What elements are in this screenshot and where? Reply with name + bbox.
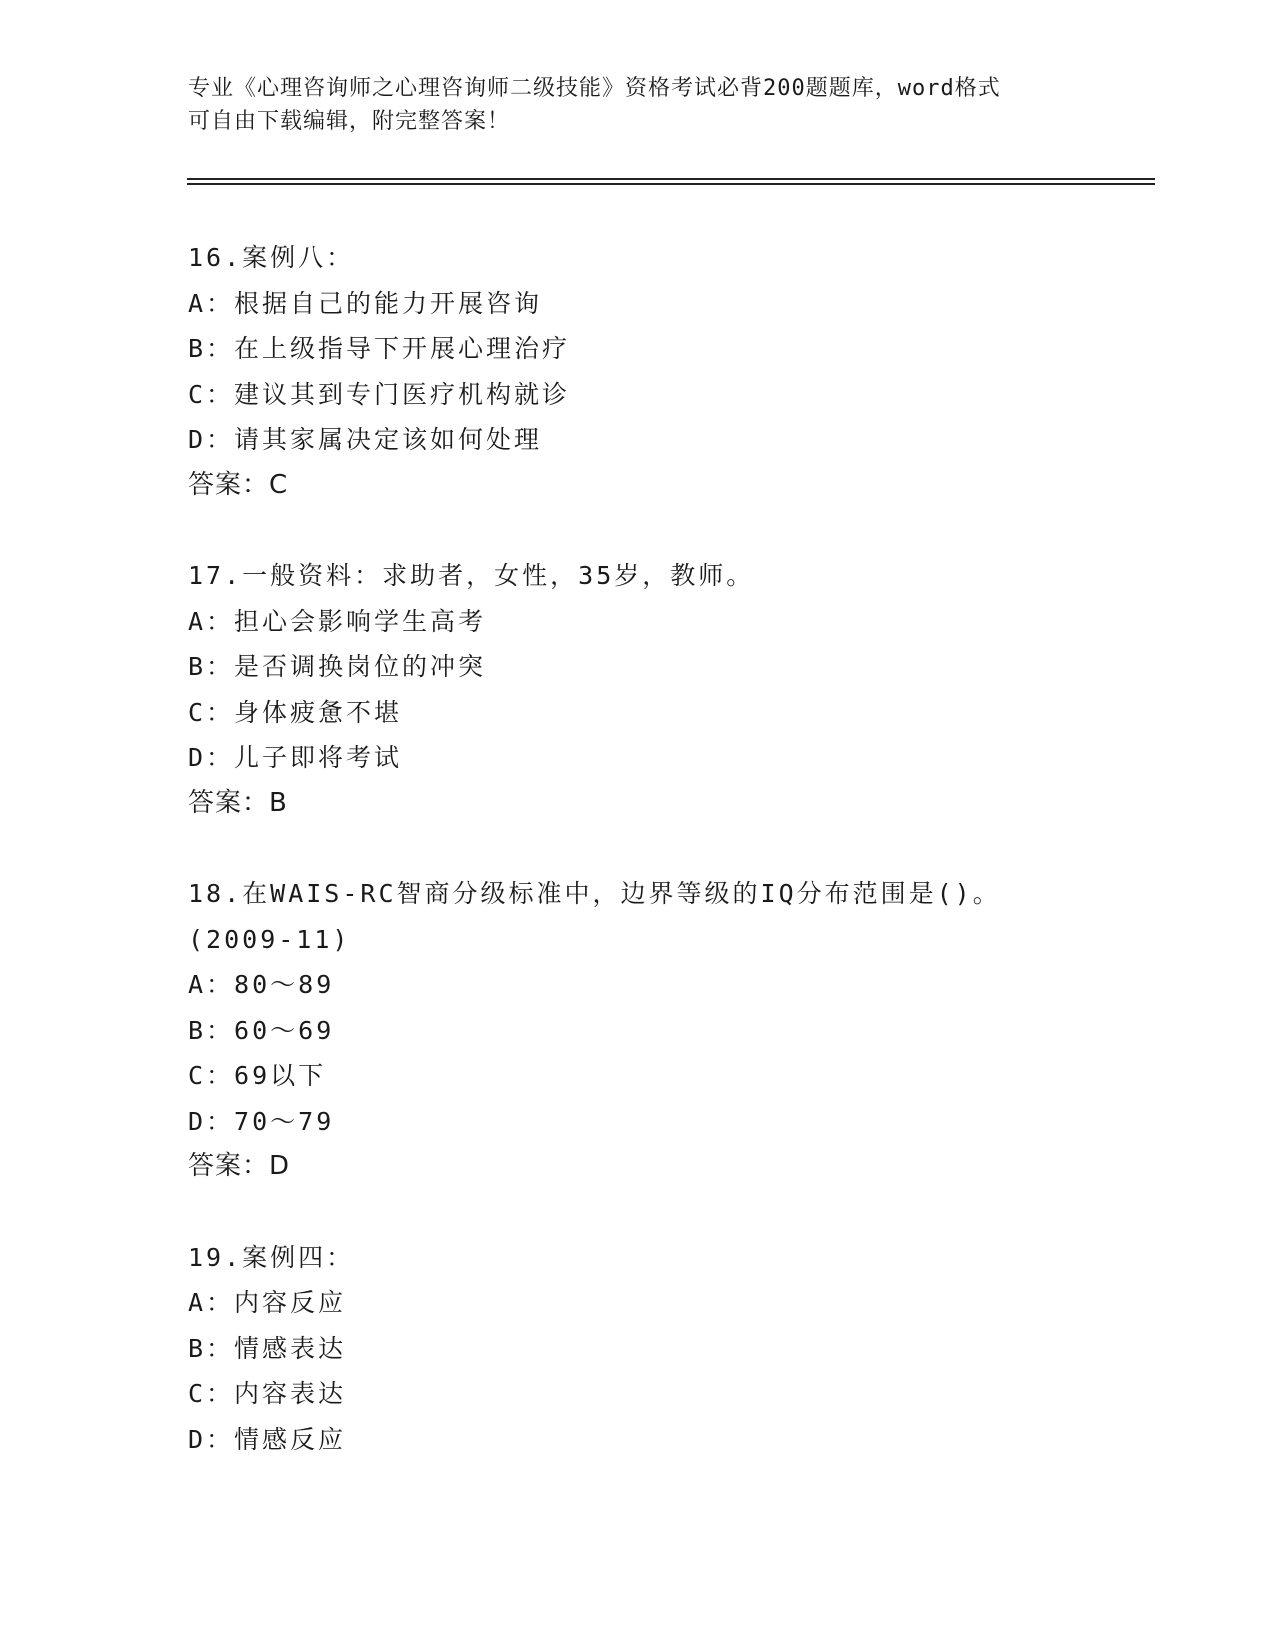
question-stem: 16.案例八： [188,243,355,272]
option-a: A：内容反应 [188,1288,347,1317]
option-b: B：情感表达 [188,1333,347,1363]
option-c: C：身体疲惫不堪 [188,697,403,727]
document-header [188,72,1088,138]
option-a: A：担心会影响学生高考 [188,606,487,636]
answer-line: 答案：C [188,469,289,500]
question-stem: 19.案例四： [188,1242,355,1272]
header-line-1: 专业《心理咨询师之心理咨询师二级技能》资格考试必背200题题库，word格式 [188,76,1001,101]
question-stem: 18.在WAIS-RC智商分级标准中，边界等级的IQ分布范围是()。 [188,879,1001,908]
option-b: B：在上级指导下开展心理治疗 [188,334,571,363]
question-stem: 17.一般资料：求助者，女性，35岁，教师。 [188,561,755,590]
option-d: D：请其家属决定该如何处理 [188,425,543,454]
option-a: A：根据自己的能力开展咨询 [188,288,543,318]
question-stem-continued: (2009-11) [188,924,351,954]
question-18 [188,871,1148,1190]
option-d: D：情感反应 [188,1424,347,1454]
header-line-2: 可自由下载编辑，附完整答案！ [188,109,511,134]
option-c: C：建议其到专门医疗机构就诊 [188,379,571,409]
option-c: C：69以下 [188,1061,327,1090]
option-a: A：80～89 [188,970,335,999]
question-list [188,235,1148,1507]
question-19 [188,1235,1148,1463]
header-rule-bottom [187,183,1155,185]
question-16 [188,235,1148,508]
answer-line: 答案：D [188,1151,291,1181]
question-17 [188,553,1148,826]
answer-line: 答案：B [188,787,288,818]
option-d: D：儿子即将考试 [188,743,403,772]
option-d: D：70～79 [188,1106,335,1136]
option-b: B：是否调换岗位的冲突 [188,652,487,681]
option-c: C：内容表达 [188,1379,347,1408]
header-rule-top [187,178,1155,180]
option-b: B：60～69 [188,1015,335,1045]
